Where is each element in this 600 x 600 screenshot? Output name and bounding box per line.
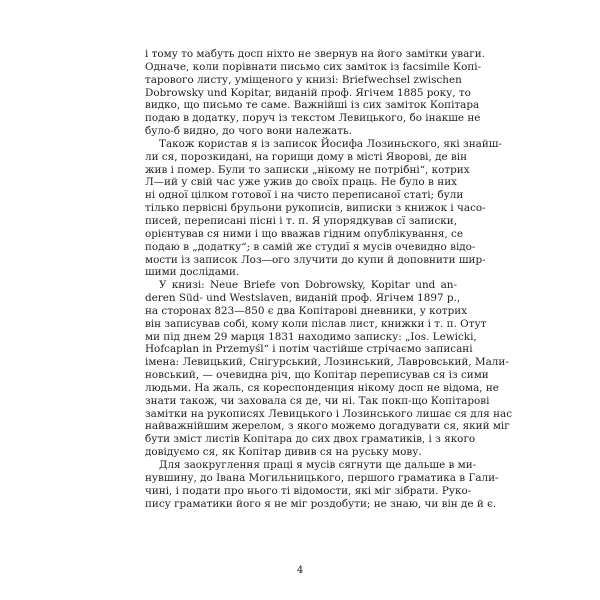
text-line: Для заокруглення праці я мусів сягнути ще дальше в ми- — [159, 459, 477, 471]
text-line: бути зміст листів Копітара до сих двох граматиків, і з якого — [145, 433, 476, 446]
text-line: на сторонах 823—850 є два Копітарові дневники, у котрих — [145, 304, 468, 317]
text-line: Також користав я із записок Йосифа Лозиньского, які знайш- — [159, 137, 502, 150]
text-line: Hofcaplan in Przemyśl“ і потім частійше стрічаємо записані — [145, 343, 473, 356]
text-line: У книзі: Neue Briefe von Dobrowsky, Kopitar und an- — [159, 279, 457, 292]
text-line: найважнійшим жерелом, з якого можемо догадувати ся, який міг — [145, 420, 510, 433]
paragraph-2 — [145, 137, 502, 279]
text-line: ні одної цілком готової і на чисто переписаної статі; були — [145, 189, 464, 202]
text-line: видко, що письмо те саме. Важнійші із сих заміток Копітара — [145, 99, 480, 112]
text-line: нувшину, до Івана Могильницького, першого граматика в Гали- — [145, 471, 499, 484]
paragraph-1 — [145, 48, 485, 138]
text-line: тарового листу, уміщеного у книзі: Briefwechsel zwischen — [145, 73, 462, 86]
paragraph-4 — [145, 459, 499, 510]
text-line: Одначе, коли порівнати письмо сих заміток із facsimile Копі- — [145, 60, 482, 73]
page-number: 4 — [296, 565, 304, 576]
text-line: орієнтував ся ними і що вважав гідним опублікування, се — [145, 227, 464, 240]
body-text — [145, 48, 513, 510]
text-line: тілько первісні брульони рукописів, виписки з книжок і часо- — [145, 202, 486, 215]
text-line: він записував собі, кому коли післав лист, книжки і т. п. Отут — [145, 317, 487, 330]
text-line: мости із записок Лоз—ого злучити до купи й доповнити шир- — [145, 253, 486, 266]
text-line: Dobrowsky und Kopitar, виданій проф. Ягічем 1885 року, то — [145, 86, 471, 99]
text-line: і тому то мабуть досп ніхто не звернув на його замітки уваги. — [145, 48, 485, 60]
text-line: замітки на рукописях Левицького і Лозинського лишає ся для нас — [145, 407, 513, 420]
text-line: deren Süd- und Westslaven, виданій проф. Ягічем 1897 р., — [145, 292, 461, 305]
text-line: чині, і подати про нього ті відомости, які міг зібрати. Руко- — [145, 484, 472, 497]
text-line: імена: Левицький, Снігурський, Лозинський, Лавровський, Мали- — [145, 356, 509, 369]
text-line: ли ся, порозкидані, на горищи дому в місті Яворові, де він — [145, 150, 468, 163]
text-line: довідуємо ся, як Копітар дивив ся на руську мову. — [145, 446, 422, 459]
paragraph-3 — [145, 279, 513, 459]
text-line: пису граматики його я не міг роздобути; не знаю, чи він де й є. — [145, 497, 497, 510]
text-line: подаю в додатку, поруч із текстом Левицького, бо інакше не — [145, 112, 481, 125]
text-line: подаю в „додатку“; в самій же студиї я мусів очевидно відо- — [145, 240, 476, 253]
text-line: Л—ий у свій час уже ужив до своїх праць. Не було в них — [145, 176, 457, 189]
text-line: ми під днем 29 марця 1831 находимо записку: „Ios. Lewicki, — [145, 330, 477, 343]
text-line: знати також, чи заховала ся де, чи ні. Так покп-що Копітарові — [145, 394, 490, 407]
text-line: людьми. На жаль, ся кореспонденция нікому досп не відома, не — [145, 381, 499, 394]
text-line: було-б видно, до чого вони належать. — [145, 125, 352, 138]
text-line: жив і помер. Були то записки „нікому не потрібні“, котрих — [145, 163, 470, 176]
text-line: писей, переписані пісні і т. п. Я упорядкував сї записки, — [145, 214, 457, 227]
text-line: новський, — очевидна річ, що Копітар переписував ся із сими — [145, 369, 489, 382]
text-line: шими дослідами. — [145, 266, 240, 279]
